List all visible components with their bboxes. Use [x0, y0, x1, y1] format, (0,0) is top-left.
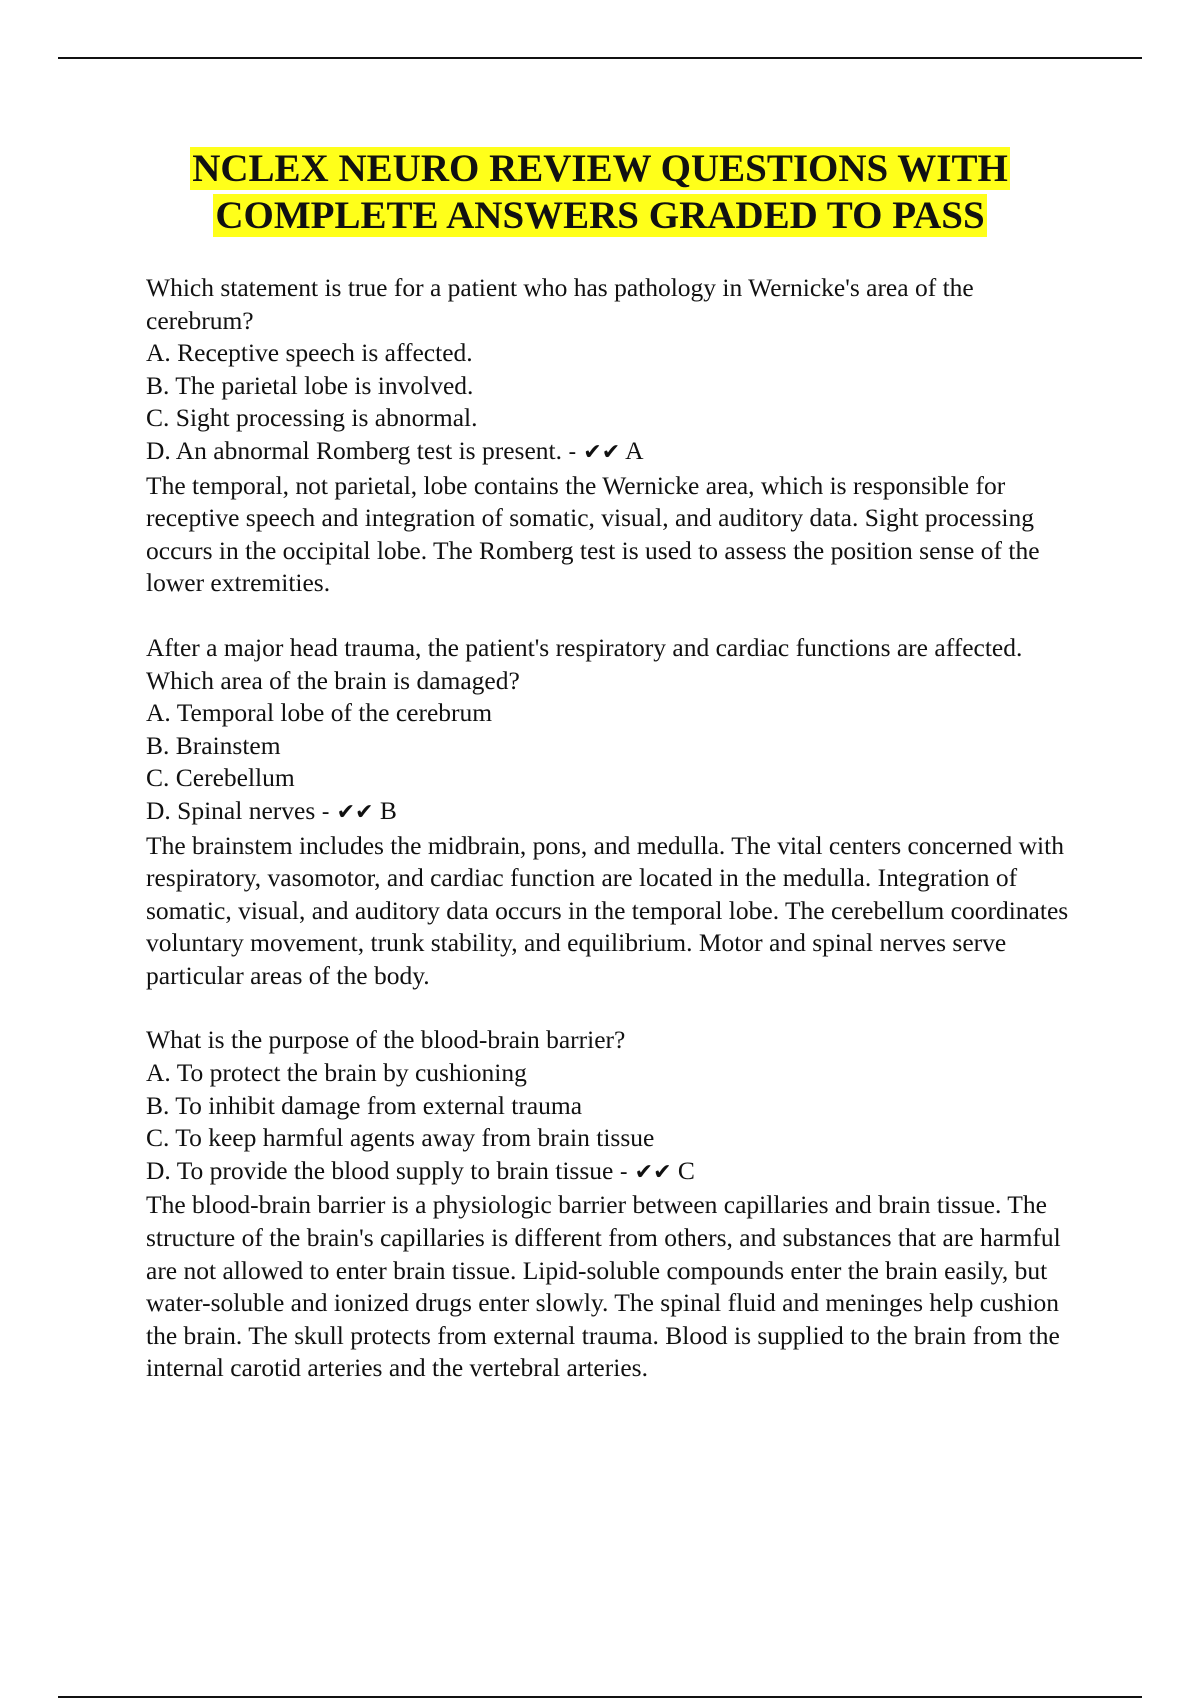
- bottom-rule: [58, 1696, 1142, 1698]
- option-d-with-answer: [146, 795, 1086, 830]
- questions-list: [146, 272, 1086, 1417]
- option-a: A. To protect the brain by cushioning: [146, 1058, 527, 1088]
- title-line-2: COMPLETE ANSWERS GRADED TO PASS: [215, 194, 985, 237]
- option-a: A. Temporal lobe of the cerebrum: [146, 698, 493, 728]
- option-a: A. Receptive speech is affected.: [146, 338, 473, 368]
- option-c: C. To keep harmful agents away from brain tissue: [146, 1123, 655, 1153]
- question-stem: What is the purpose of the blood-brain barrier?: [146, 1025, 626, 1055]
- answer-checkmark-icon: - ✔✔: [568, 439, 621, 465]
- option-d: D. Spinal nerves: [146, 795, 316, 825]
- option-d-with-answer: [146, 435, 1086, 470]
- answer-checkmark-icon: - ✔✔: [321, 799, 374, 825]
- option-b: B. The parietal lobe is involved.: [146, 370, 474, 400]
- answer-letter: B: [379, 795, 397, 825]
- top-rule: [58, 57, 1142, 59]
- option-b: B. To inhibit damage from external trauma: [146, 1090, 583, 1120]
- option-d-with-answer: [146, 1155, 1086, 1190]
- rationale: The blood-brain barrier is a physiologic barrier between capillaries and brain tissue. The structure of the brain's capillaries is different from others, and substances that are harmful are not allowed to enter brain tissue. Lipid-soluble compounds enter the brain easily, but water-soluble and ionized drugs enter slowly. The spinal fluid and meninges help cushion the brain. The skull protects from external trauma. Blood is supplied to the brain from the internal carotid arteries and the vertebral arteries.: [146, 1190, 1061, 1383]
- option-d: D. To provide the blood supply to brain tissue: [146, 1155, 614, 1185]
- title-line-1: NCLEX NEURO REVIEW QUESTIONS WITH: [192, 147, 1008, 190]
- question-stem: Which statement is true for a patient who has pathology in Wernicke's area of the cerebrum?: [146, 273, 974, 335]
- question-2: [146, 632, 1086, 993]
- question-stem: After a major head trauma, the patient's respiratory and cardiac functions are affected. Which area of the brain is damaged?: [146, 632, 1023, 695]
- document-title: [0, 145, 1200, 239]
- option-c: C. Cerebellum: [146, 763, 295, 793]
- answer-letter: A: [625, 435, 644, 465]
- option-b: B. Brainstem: [146, 730, 281, 760]
- rationale: The brainstem includes the midbrain, pons, and medulla. The vital centers concerned with respiratory, vasomotor, and cardiac function are located in the medulla. Integration of somatic, visual, and auditory data occurs in the temporal lobe. The cerebellum coordinates voluntary movement, trunk stability, and equilibrium. Motor and spinal nerves serve particular areas of the body.: [146, 830, 1069, 990]
- question-3: [146, 1024, 1086, 1385]
- option-c: C. Sight processing is abnormal.: [146, 403, 478, 433]
- question-1: [146, 272, 1086, 600]
- rationale: The temporal, not parietal, lobe contains the Wernicke area, which is responsible for receptive speech and integration of somatic, visual, and auditory data. Sight processing occurs in the occipital lobe. The Romberg test is used to assess the position sense of the lower extremities.: [146, 470, 1040, 598]
- answer-checkmark-icon: - ✔✔: [619, 1159, 672, 1185]
- option-d: D. An abnormal Romberg test is present.: [146, 435, 562, 465]
- answer-letter: C: [677, 1155, 695, 1185]
